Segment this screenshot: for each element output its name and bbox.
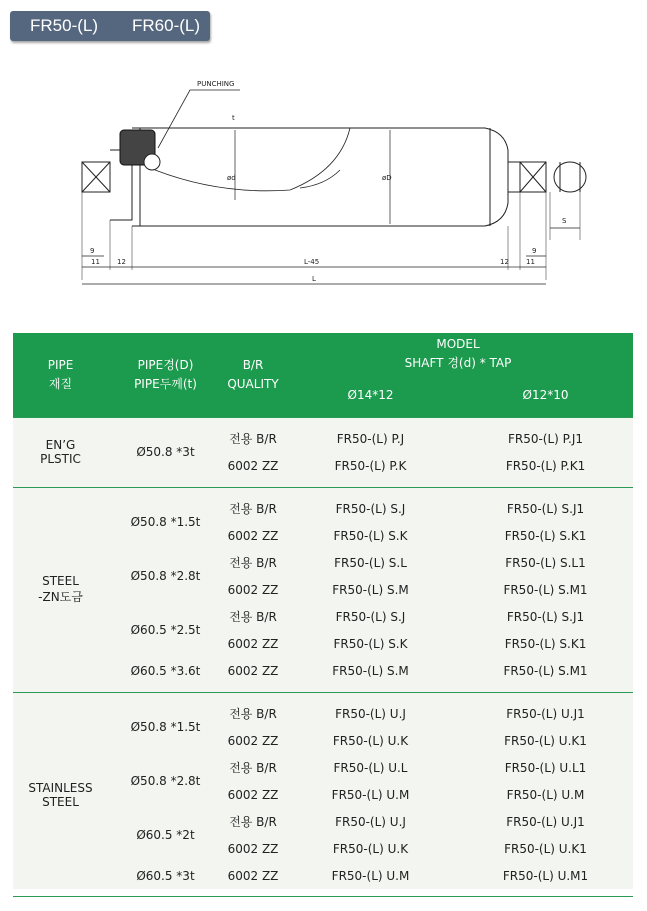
model-cell: FR50-(L) S.K bbox=[333, 528, 408, 543]
model-cell: FR50-(L) S.J1 bbox=[506, 501, 585, 516]
header-pipe-dimension: PIPE경(D) PIPE두께(t) bbox=[108, 333, 223, 417]
model-cell: FR50-(L) P.J bbox=[336, 431, 405, 446]
dim-12-right: 12 bbox=[500, 258, 509, 266]
br-cell: 6002 ZZ bbox=[227, 663, 279, 678]
model-cell: FR50-(L) S.J bbox=[335, 501, 406, 516]
model-cell: FR50-(L) P.J1 bbox=[507, 431, 584, 446]
model-cell: FR50-(L) S.K1 bbox=[504, 636, 587, 651]
br-cell: 6002 ZZ bbox=[227, 528, 279, 543]
dim-diameter-d-inner: ød bbox=[227, 174, 236, 182]
table-header bbox=[13, 333, 633, 417]
model-cell: FR50-(L) U.J bbox=[335, 814, 406, 829]
model-cell: FR50-(L) U.M bbox=[331, 868, 410, 883]
br-cell: 전용 B/R bbox=[229, 815, 277, 829]
br-cell: 전용 B/R bbox=[229, 610, 277, 624]
roller-drawing-svg bbox=[60, 70, 600, 300]
dimension-cell: Ø50.8 *2.8t bbox=[130, 774, 201, 788]
br-cell: 6002 ZZ bbox=[227, 458, 279, 473]
model-cell: FR50-(L) P.K bbox=[334, 458, 407, 473]
dim-thickness: t bbox=[232, 114, 235, 122]
table-row bbox=[13, 495, 633, 522]
model-cell: FR50-(L) S.M1 bbox=[503, 663, 588, 678]
br-cell: 6002 ZZ bbox=[227, 841, 279, 856]
dim-l: L bbox=[312, 275, 316, 283]
dimension-cell: Ø50.8 *2.8t bbox=[130, 569, 201, 583]
dimension-cell: Ø50.8 *1.5t bbox=[130, 515, 201, 529]
dim-12-left: 12 bbox=[117, 258, 126, 266]
punching-label: PUNCHING bbox=[197, 80, 235, 88]
table-row bbox=[13, 425, 633, 452]
model-cell: FR50-(L) U.K bbox=[332, 733, 409, 748]
model-cell: FR50-(L) U.K bbox=[332, 841, 409, 856]
model-spec-table bbox=[13, 333, 633, 889]
group-steel-zn bbox=[13, 487, 633, 692]
title-fr60: FR60-(L) bbox=[132, 16, 201, 35]
br-cell: 전용 B/R bbox=[229, 502, 277, 516]
table-bottom-rule bbox=[13, 896, 633, 897]
model-cell: FR50-(L) S.M1 bbox=[503, 582, 588, 597]
dim-9-right: 9 bbox=[532, 247, 537, 255]
dimension-cell: Ø50.8 *1.5t bbox=[130, 720, 201, 734]
model-cell: FR50-(L) U.J1 bbox=[506, 814, 585, 829]
br-cell: 전용 B/R bbox=[229, 707, 277, 721]
model-cell: FR50-(L) U.L bbox=[333, 760, 408, 775]
dimension-cell: Ø60.5 *3.6t bbox=[130, 663, 201, 678]
dimension-cell: Ø50.8 *3t bbox=[136, 445, 195, 459]
product-title-tab bbox=[10, 11, 210, 41]
model-cell: FR50-(L) U.M bbox=[331, 787, 410, 802]
material-cell: STEEL -ZN도금 bbox=[38, 574, 83, 604]
dim-l-minus-45: L-45 bbox=[304, 258, 320, 266]
dim-11-right: 11 bbox=[526, 258, 535, 266]
dim-11-left: 11 bbox=[91, 258, 100, 266]
dimension-cell: Ø60.5 *2t bbox=[136, 828, 195, 842]
title-fr50: FR50-(L) bbox=[30, 16, 99, 35]
roller-body bbox=[132, 128, 508, 226]
br-cell: 6002 ZZ bbox=[227, 733, 279, 748]
material-cell: STAINLESS STEEL bbox=[28, 780, 93, 809]
model-cell: FR50-(L) S.K bbox=[333, 636, 408, 651]
dimension-cell: Ø60.5 *3t bbox=[136, 868, 195, 883]
header-shaft-14: Ø14*12 bbox=[283, 375, 458, 417]
dimension-cell: Ø60.5 *2.5t bbox=[130, 623, 201, 637]
model-cell: FR50-(L) S.L1 bbox=[505, 555, 586, 570]
header-pipe-material: PIPE 재질 bbox=[13, 333, 108, 417]
br-cell: 6002 ZZ bbox=[227, 582, 279, 597]
model-cell: FR50-(L) U.M bbox=[506, 787, 585, 802]
model-cell: FR50-(L) U.L1 bbox=[504, 760, 587, 775]
dim-s: S bbox=[562, 217, 567, 225]
model-cell: FR50-(L) U.J bbox=[335, 706, 406, 721]
shaft-end-view bbox=[554, 162, 586, 192]
header-shaft-12: Ø12*10 bbox=[458, 375, 633, 417]
br-cell: 전용 B/R bbox=[229, 761, 277, 775]
model-cell: FR50-(L) U.K1 bbox=[504, 841, 587, 856]
dim-diameter-d-outer: øD bbox=[382, 174, 392, 182]
br-cell: 6002 ZZ bbox=[227, 868, 279, 883]
model-cell: FR50-(L) S.J bbox=[335, 609, 406, 624]
dim-9-left: 9 bbox=[90, 247, 95, 255]
header-br-quality: B/R QUALITY bbox=[223, 333, 283, 417]
br-cell: 6002 ZZ bbox=[227, 787, 279, 802]
model-cell: FR50-(L) P.K1 bbox=[505, 458, 586, 473]
model-cell: FR50-(L) S.L bbox=[334, 555, 407, 570]
model-cell: FR50-(L) S.J1 bbox=[506, 609, 585, 624]
material-cell: EN’G PLSTIC bbox=[40, 438, 81, 466]
roller-technical-drawing bbox=[60, 70, 600, 300]
br-cell: 전용 B/R bbox=[229, 556, 277, 570]
br-cell: 6002 ZZ bbox=[227, 636, 279, 651]
model-cell: FR50-(L) S.M bbox=[332, 663, 409, 678]
model-cell: FR50-(L) S.K1 bbox=[504, 528, 587, 543]
table-row bbox=[13, 700, 633, 727]
br-cell: 전용 B/R bbox=[229, 432, 277, 446]
model-cell: FR50-(L) S.M bbox=[332, 582, 409, 597]
model-cell: FR50-(L) U.K1 bbox=[504, 733, 587, 748]
group-stainless-steel bbox=[13, 692, 633, 889]
model-cell: FR50-(L) U.J1 bbox=[506, 706, 585, 721]
model-cell: FR50-(L) U.M1 bbox=[502, 868, 589, 883]
group-eng-plastic bbox=[13, 417, 633, 487]
header-model: MODEL SHAFT 경(d) * TAP bbox=[283, 333, 633, 375]
